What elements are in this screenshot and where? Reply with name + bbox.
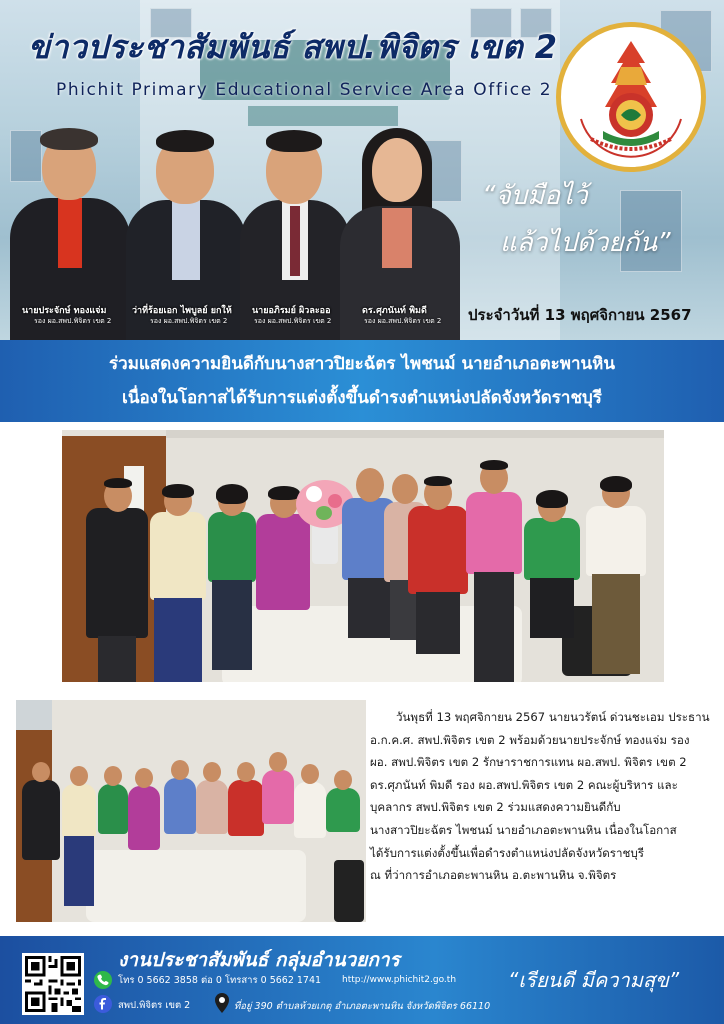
news-body-line: ดร.ศุภนันท์ พิมดี รอง ผอ.สพป.พิจิตร เขต 2 คณะผู้บริหาร และ xyxy=(370,777,678,792)
headline-line-2: เนื่องในโอกาสได้รับการแต่งตั้งขึ้นดำรงตำแหน่งปลัดจังหวัดราชบุรี xyxy=(122,388,602,408)
contact-phone: โทร 0 5662 3858 ต่อ 0 โทรสาร 0 5662 1741 xyxy=(118,975,322,986)
news-body-line: อ.ก.ค.ศ. สพป.พิจิตร เขต 2 พร้อมด้วยนายประจักษ์ ทองแจ่ม รอง xyxy=(370,732,690,747)
office-slogan: “เรียนดี มีความสุข” xyxy=(508,968,680,992)
office-address: ที่อยู่ 390 ตำบลห้วยเกตุ อำเภอตะพานหิน จังหวัดพิจิตร 66110 xyxy=(234,1001,491,1012)
newsletter-title: ข่าวประชาสัมพันธ์ สพป.พิจิตร เขต 2 xyxy=(28,28,558,66)
headline-line-1: ร่วมแสดงความยินดีกับนางสาวปิยะฉัตร ไพชนม์ นายอำเภอตะพานหิน xyxy=(109,354,615,374)
location-pin-icon xyxy=(214,993,230,1013)
facebook-page-name[interactable]: สพป.พิจิตร เขต 2 xyxy=(118,1000,191,1011)
news-body-line: ณ ที่ว่าการอำเภอตะพานหิน อ.ตะพานหิน จ.พิจิตร xyxy=(370,868,617,883)
department-name: งานประชาสัมพันธ์ กลุ่มอำนวยการ xyxy=(118,949,400,971)
news-body-line: บุคลากร สพป.พิจิตร เขต 2 ร่วมแสดงความยินดีกับ xyxy=(370,800,621,815)
issue-date: ประจำวันที่ 13 พฤศจิกายน 2567 xyxy=(468,306,692,324)
official-role-3: รอง ผอ.สพป.พิจิตร เขต 2 xyxy=(254,317,332,325)
official-role-2: รอง ผอ.สพป.พิจิตร เขต 2 xyxy=(150,317,228,325)
official-name-3: นายอภิรมย์ ผิวละออ xyxy=(252,306,331,316)
news-body-line: นางสาวปิยะฉัตร ไพชนม์ นายอำเภอตะพานหิน เนื่องในโอกาส xyxy=(370,822,677,837)
secondary-event-photo xyxy=(16,700,366,922)
website-link[interactable]: http://www.phichit2.go.th xyxy=(342,975,457,985)
phichit-area-office-seal-icon xyxy=(556,22,706,172)
official-name-4: ดร.ศุภนันท์ พิมดี xyxy=(362,306,427,316)
main-event-photo xyxy=(62,430,664,682)
facebook-icon[interactable] xyxy=(94,995,112,1013)
news-body-line: ได้รับการแต่งตั้งขึ้นเพื่อดำรงตำแหน่งปลัดจังหวัดราชบุรี xyxy=(370,845,644,860)
official-name-1: นายประจักษ์ ทองแจ่ม xyxy=(22,306,107,316)
qr-code-icon[interactable] xyxy=(22,953,84,1015)
news-body-line: วันพุธที่ 13 พฤศจิกายน 2567 นายนวรัตน์ ด่วนชะเอม ประธาน xyxy=(396,710,710,724)
official-role-1: รอง ผอ.สพป.พิจิตร เขต 2 xyxy=(34,317,112,325)
newsletter-subtitle: Phichit Primary Educational Service Area Office 2 xyxy=(56,80,553,100)
news-body-line: ผอ. สพป.พิจิตร เขต 2 รักษาราชการแทน ผอ.สพป. พิจิตร เขต 2 xyxy=(370,755,687,770)
motto-line-2: แล้วไปด้วยกัน” xyxy=(500,228,671,258)
phone-icon xyxy=(94,971,112,989)
motto-line-1: “จับมือไว้ xyxy=(482,181,588,211)
news-body xyxy=(370,706,710,887)
official-name-2: ว่าที่ร้อยเอก ไพบูลย์ ยกให้ xyxy=(132,306,232,316)
official-role-4: รอง ผอ.สพป.พิจิตร เขต 2 xyxy=(364,317,442,325)
